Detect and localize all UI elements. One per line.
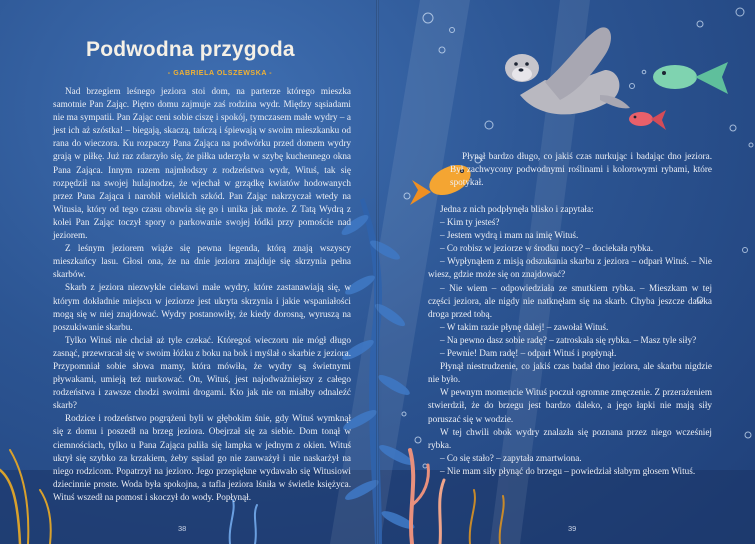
left-page-text bbox=[53, 85, 351, 504]
dialogue-line: – Wypłynąłem z misją odszukania skarbu z jeziora – odparł Wituś. – Nie wiesz, gdzie może się on znajdować? bbox=[428, 256, 712, 280]
red-fish bbox=[629, 110, 666, 130]
story-title: Podwodna przygoda bbox=[86, 38, 295, 61]
dialogue-line: – W takim razie płynę dalej! – zawołał Wituś. bbox=[440, 321, 609, 332]
paragraph: Rodzice i rodzeństwo pogrążeni byli w głębokim śnie, gdy Wituś wymknął się z domu i poszedł na brzeg jeziora. Obejrzał się za siebie. Dom tonął w ciemnościach, tylko u Pana Zająca paliła się lampka w jednym z okien. Wituś ukrył się szybko za krzakiem, żeby sąsiad go nie zauważył i nie naskarżył na niego rodzicom. Popatrzył na jezioro. Jego przepiękne wydawało się Witusiowi dziecinnie proste. Woda była spokojna, a tafla jeziora lśniła w świetle księżyca. Wituś wszedł na pomost i skoczył do wody. Popłynął. bbox=[53, 413, 351, 502]
paragraph: Płynął niestrudzenie, co jakiś czas badał dno jeziora, ale skarbu nigdzie nie było. bbox=[428, 361, 712, 385]
green-fish bbox=[653, 62, 728, 94]
paragraph: Płynął bardzo długo, co jakiś czas nurkując i badając dno jeziora. Był zachwycony podwodnymi roślinami i kolorowymi rybami, które spotykał. bbox=[450, 151, 712, 188]
dialogue-line: – Co robisz w jeziorze w środku nocy? – dociekała rybka. bbox=[440, 243, 654, 254]
paragraph: Jedna z nich podpłynęła blisko i zapytała: bbox=[440, 204, 594, 214]
page-number-right: 39 bbox=[568, 524, 577, 533]
dialogue-line: – Nie mam siły płynąć do brzegu – powiedział słabym głosem Wituś. bbox=[440, 465, 696, 476]
paragraph: Tylko Wituś nie chciał aż tyle czekać. Któregoś wieczoru nie mógł długo zasnąć, przewracał się w swoim łóżku z boku na bok i myślał o skarbie z jeziora. Przypomniał sobie słowa mamy, która mówiła, że wydry są świetnymi pływakami, umieją też nurkować. On, Wituś, jest najodważniejszy z całego rodzeństwa i zawsze chodzi swoimi drogami. Kto jak nie on miałby odnaleźć skarb? bbox=[53, 334, 351, 411]
paragraph: W pewnym momencie Wituś poczuł ogromne zmęczenie. Z przerażeniem stwierdził, że do brzegu jest bardzo daleko, a jego łapki nie mają siły poruszać się w wodzie. bbox=[428, 387, 712, 424]
right-page-text bbox=[428, 203, 712, 478]
right-page-intro bbox=[450, 150, 712, 189]
paragraph: Nad brzegiem leśnego jeziora stoi dom, na parterze którego mieszka samotnie Pan Zając. Piętro domu zajmuje zaś rodzina wydr. Między sąsiadami nie ma sympatii. Pan Zając ceni sobie ciszę i spokój, tymczasem małe wydry – a jest ich aż szóstka! – biegają, skaczą, tańczą i śpiewają w swoim mieszkanku od rana do wieczora. Ku rozpaczy Pana Zająca na podwórku przed domem wydry grają w piłkę. Już raz zdarzyło się, że piłka uderzyła w szybę kuchennego okna Pana Zająca. Innym razem najmłodszy z rodzeństwa wydr, Wituś, tak się rozpędził na swojej hulajnodze, że wjechał w grządkę kwiatów hodowanych przez Pana Zająca i narobił wielkich szkód. Pan Zając nakrzyczał wtedy na Witusia, który od tego czasu obawia się go i unika jak może. Z Tatą Wydrą z kolei Pan Zając toczył spory o parkowanie swojej łódki przy pomoście nad jeziorem. bbox=[53, 86, 351, 241]
dialogue-line: – Na pewno dasz sobie radę? – zatroskała się rybka. – Masz tyle siły? bbox=[440, 334, 697, 345]
dialogue-line: – Nie wiem – odpowiedziała ze smutkiem rybka. – Mieszkam w tej części jeziora, ale nigdy nie natknęłam się na skarb. Chyba jeszcze daleka droga przed tobą. bbox=[428, 282, 712, 319]
story-author: - GABRIELA OLSZEWSKA - bbox=[167, 70, 273, 77]
book-spine bbox=[376, 0, 379, 544]
dialogue-line: – Jestem wydrą i mam na imię Wituś. bbox=[440, 230, 579, 241]
dialogue-line: – Co się stało? – zapytała zmartwiona. bbox=[440, 452, 582, 463]
paragraph: W tej chwili obok wydry znalazła się poznana przez niego wcześniej rybka. bbox=[428, 426, 712, 450]
paragraph: Skarb z jeziora niezwykle ciekawi małe wydry, które zastanawiają się, w którym dokładnie miejscu w jeziorze jest ukryta skrzynia i jakie wspaniałości mogą się w niej znajdować. Wydry postanowiły, że kiedy dorosną, wyruszą na poszukiwanie skarbu. bbox=[53, 282, 351, 332]
paragraph: Z leśnym jeziorem wiąże się pewna legenda, którą znają wszyscy mieszkańcy lasu. Głosi ona, że na dnie jeziora znajduje się skrzynia pełna skarbów. bbox=[53, 243, 351, 280]
page-number-left: 38 bbox=[178, 524, 187, 533]
dialogue-line: – Kim ty jesteś? bbox=[440, 217, 500, 228]
dialogue-line: – Pewnie! Dam radę! – odparł Wituś i popłynął. bbox=[440, 348, 617, 359]
